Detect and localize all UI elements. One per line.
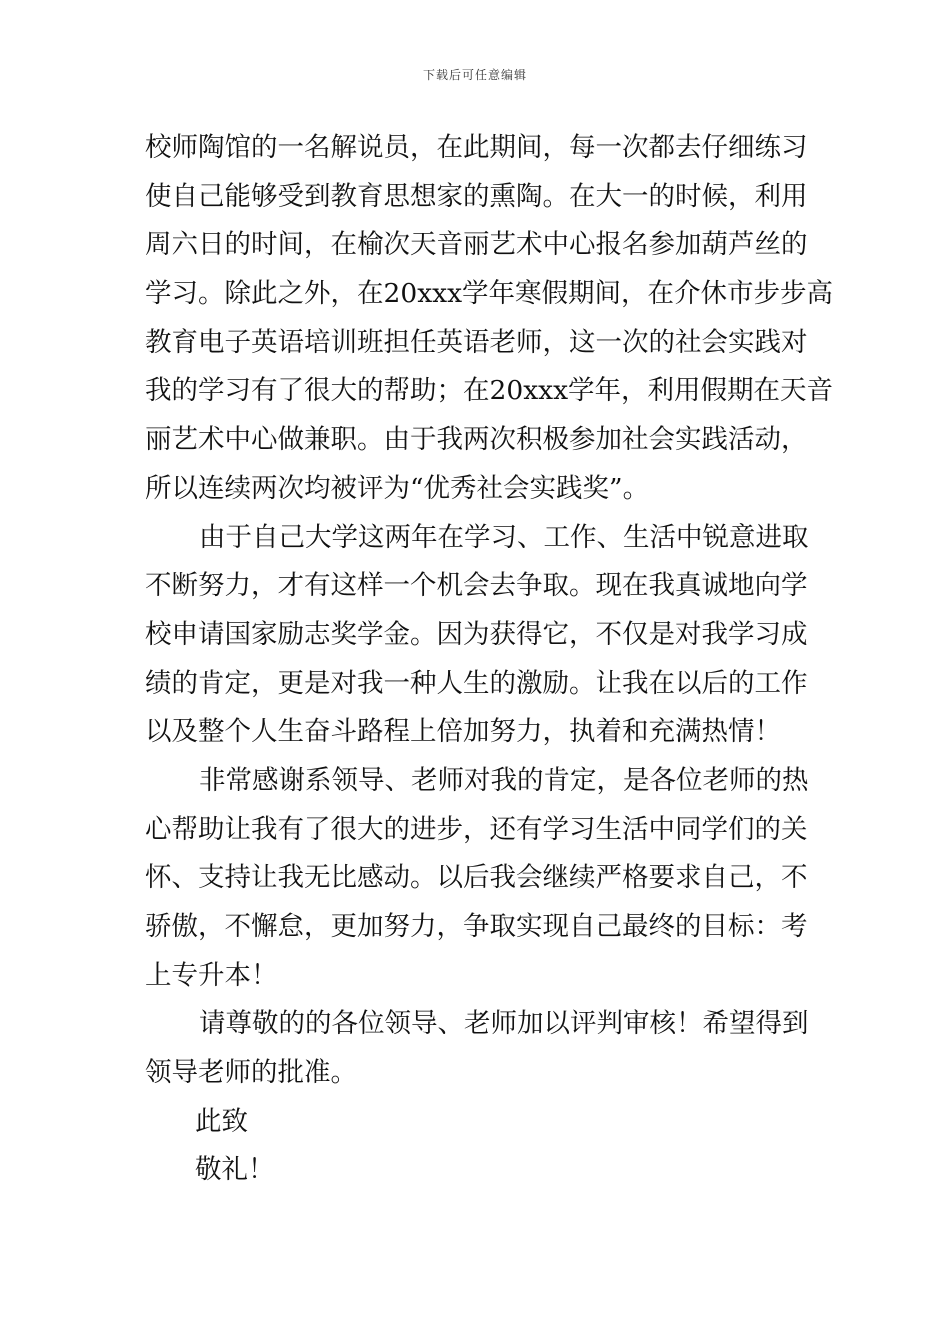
closing-salutation: 此致 [195, 1105, 248, 1137]
letter-body [145, 124, 834, 1195]
text-line: 校申请国家励志奖学金。因为获得它，不仅是对我学习成 [145, 618, 808, 650]
text-line: 丽艺术中心做兼职。由于我两次积极参加社会实践活动， [145, 424, 808, 456]
text-line: 我的学习有了很大的帮助；在20xxx学年，利用假期在天音 [145, 375, 834, 407]
text-line: 领导老师的批准。 [145, 1057, 357, 1089]
text-line: 怀、支持让我无比感动。以后我会继续严格要求自己，不 [145, 862, 808, 894]
text-line: 骄傲，不懈怠，更加努力，争取实现自己最终的目标：考 [145, 911, 808, 942]
paragraph-start-line: 非常感谢系领导、老师对我的肯定，是各位老师的热 [199, 764, 809, 796]
text-line: 以及整个人生奋斗路程上倍加努力，执着和充满热情！ [145, 716, 781, 748]
paragraph-start-line: 由于自己大学这两年在学习、工作、生活中锐意进取 [199, 521, 809, 553]
text-line: 使自己能够受到教育思想家的熏陶。在大一的时候，利用 [145, 180, 808, 212]
text-line: 心帮助让我有了很大的进步，还有学习生活中同学们的关 [145, 813, 808, 845]
paragraph-start-line: 请尊敬的的各位领导、老师加以评判审核！希望得到 [199, 1008, 809, 1040]
text-line: 教育电子英语培训班担任英语老师，这一次的社会实践对 [145, 326, 808, 358]
text-line: 上专升本！ [145, 959, 278, 991]
text-line: 校师陶馆的一名解说员，在此期间，每一次都去仔细练习 [145, 132, 808, 163]
page-header-note: 下载后可任意编辑 [422, 68, 527, 82]
text-line: 周六日的时间，在榆次天音丽艺术中心报名参加葫芦丝的 [145, 229, 808, 261]
text-line: 所以连续两次均被评为“优秀社会实践奖”。 [145, 472, 650, 504]
text-line: 不断努力，才有这样一个机会去争取。现在我真诚地向学 [145, 570, 808, 602]
text-line: 绩的肯定，更是对我一种人生的激励。让我在以后的工作 [145, 667, 808, 699]
closing-regards: 敬礼！ [195, 1154, 275, 1186]
text-line: 学习。除此之外，在20xxx学年寒假期间，在介休市步步高 [145, 278, 834, 310]
